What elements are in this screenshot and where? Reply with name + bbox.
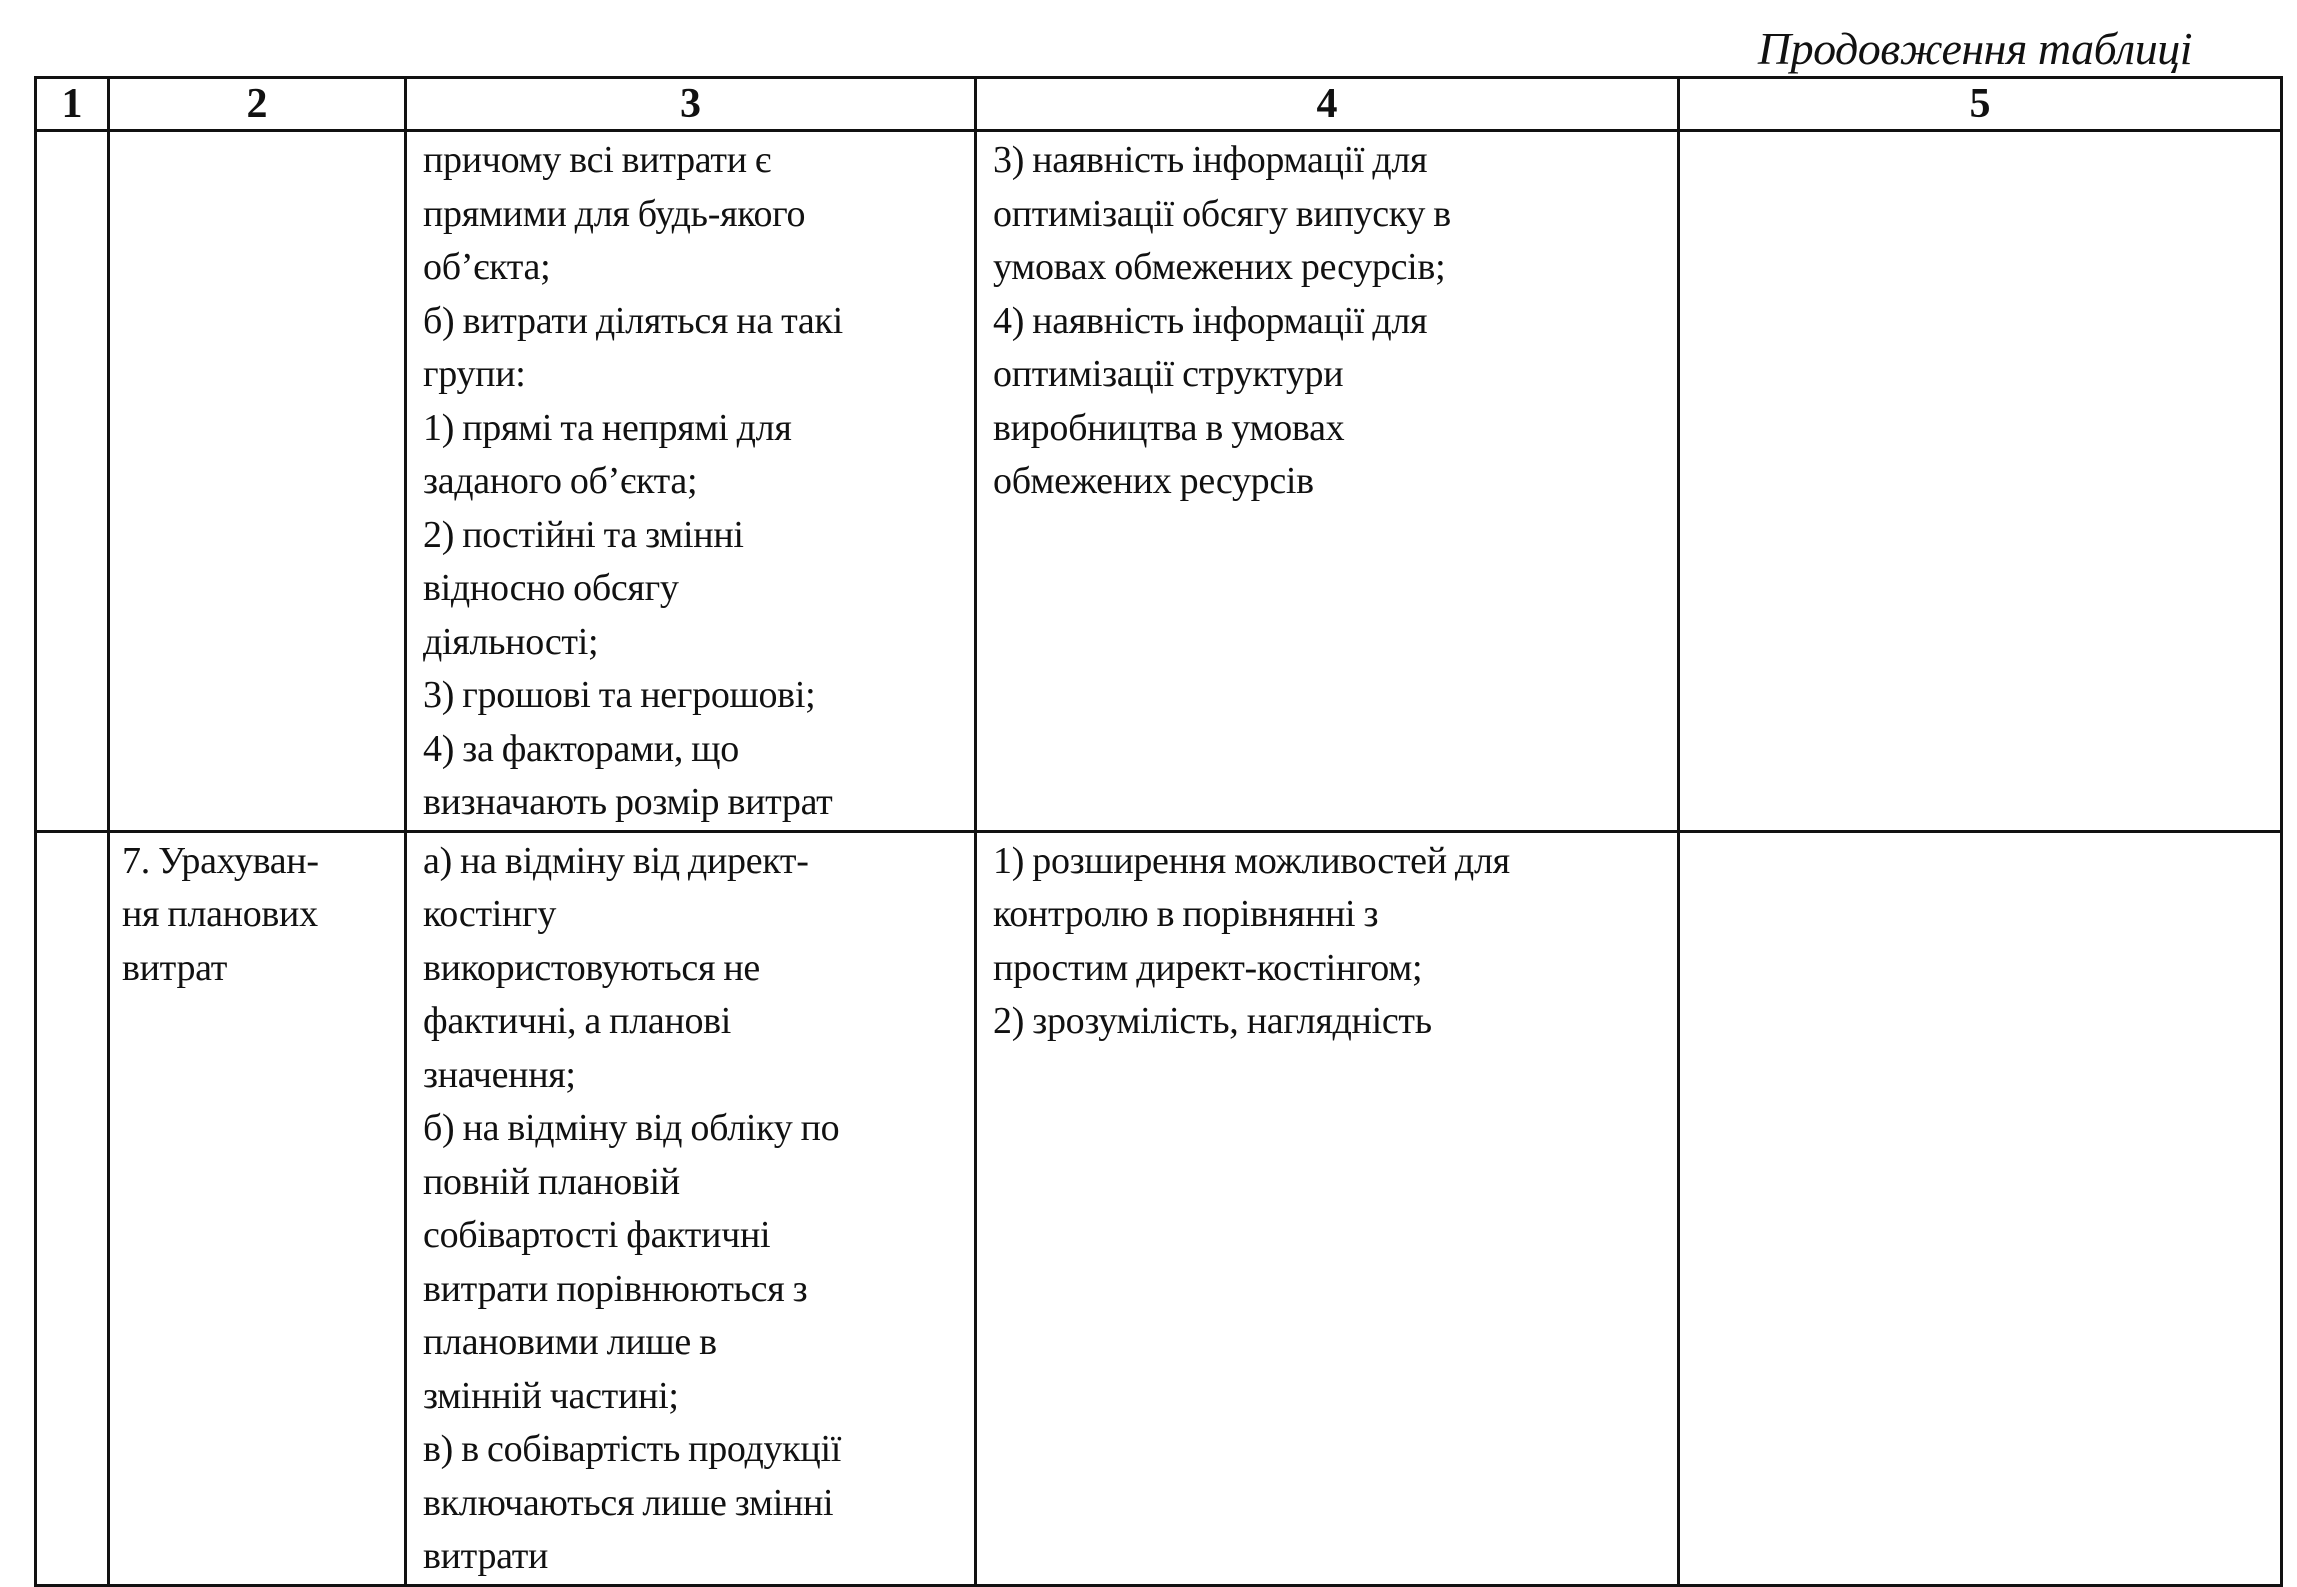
- cell-text: 3) наявність інформації для оптимізації обсягу випуску в умовах обмежених ресурсів; 4) наявність інформації для оптимізації структури виробництва в умовах обмежених ресурсів: [993, 139, 1451, 502]
- cell-text: причому всі витрати є прямими для будь-якого об’єкта; б) витрати діляться на такі групи: 1) прямі та непрямі для заданого об’єкта; 2) постійні та змінні відносно обсягу діяльності; 3) грошові та негрошові; 4) за факторами, що визначають розмір витрат: [423, 139, 843, 823]
- data-table: [34, 76, 2283, 1587]
- table-cell-col2: [109, 831, 406, 1585]
- table-cell-col3: [406, 131, 976, 832]
- table-cell-col5: [1679, 131, 2282, 832]
- column-header-2: 2: [109, 78, 406, 131]
- table-cell-col4: [976, 131, 1679, 832]
- cell-text: а) на відміну від директ- костінгу використовуються не фактичні, а планові значення; б) на відміну від обліку по повній плановій собівартості фактичні витрати порівнюються з плановими лише в змінній частині; в) в собівартість продукції включаються лише змінні витрати: [423, 839, 841, 1577]
- header-row: [36, 78, 2282, 131]
- table-cell-col1: [36, 831, 109, 1585]
- column-header-4: 4: [976, 78, 1679, 131]
- table-row: [36, 131, 2282, 832]
- table-row: [36, 831, 2282, 1585]
- table-cell-col4: [976, 831, 1679, 1585]
- table-cell-col5: [1679, 831, 2282, 1585]
- column-header-5: 5: [1679, 78, 2282, 131]
- column-header-3: 3: [406, 78, 976, 131]
- table-continuation-label: Продовження таблиці: [1757, 23, 2192, 74]
- table-cell-col3: [406, 831, 976, 1585]
- cell-text: 7. Урахуван- ня планових витрат: [122, 839, 319, 989]
- table-cell-col2: [109, 131, 406, 832]
- table-header: [36, 78, 2282, 131]
- column-header-1: 1: [36, 78, 109, 131]
- table-body: [36, 131, 2282, 1586]
- table-cell-col1: [36, 131, 109, 832]
- cell-text: 1) розширення можливостей для контролю в порівнянні з простим директ-костінгом; 2) зрозумілість, наглядність: [993, 839, 1510, 1042]
